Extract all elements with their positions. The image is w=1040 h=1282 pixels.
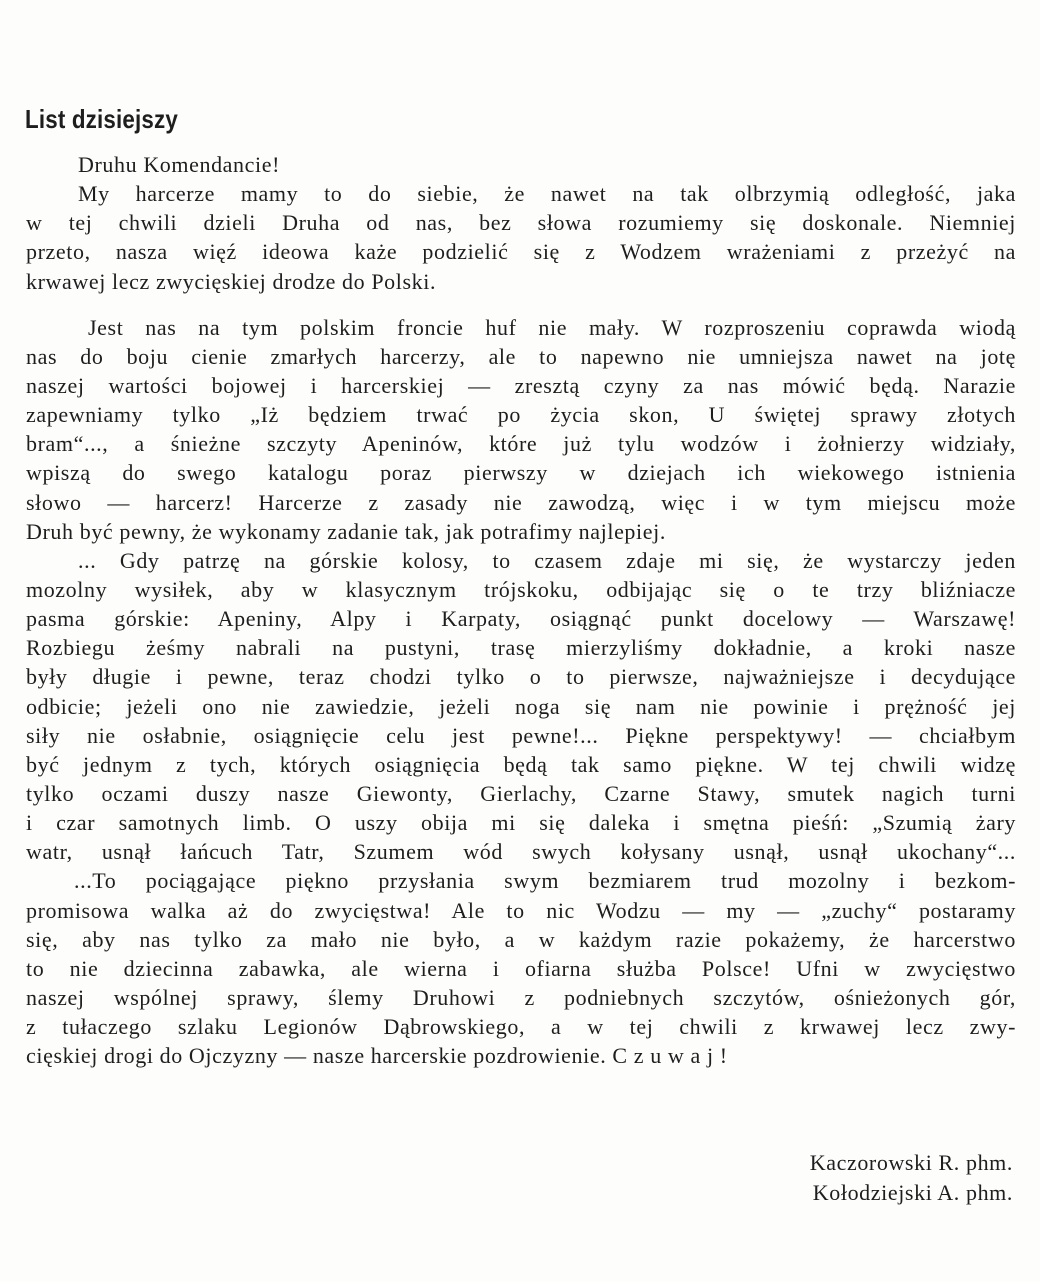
text-line: i czar samotnych limb. O uszy obija mi się daleka i smętna pieśń: „Szumią żary bbox=[26, 810, 1016, 836]
text-line: zapewniamy tylko „Iż będziem trwać po życia skon, U świętej sprawy złotych bbox=[26, 402, 1016, 428]
text-line: nas do boju cienie zmarłych harcerzy, ale to napewno nie umniejsza nawet na jotę bbox=[26, 343, 1016, 369]
paragraph-1 bbox=[26, 179, 1016, 296]
text-line: ... Gdy patrzę na górskie kolosy, to czasem zdaje mi się, że wystarczy jeden bbox=[78, 547, 1016, 573]
text-line: siły nie osłabnie, osiągnięcie celu jest pewne!... Piękne perspektywy! — chciałbym bbox=[26, 722, 1016, 748]
text-line: Rozbiegu żeśmy nabrali na pustyni, trasę mierzyliśmy dokładnie, a kroki nasze bbox=[26, 635, 1016, 661]
paragraph-2 bbox=[26, 313, 1016, 546]
paragraph-4 bbox=[26, 866, 1016, 1070]
text-line: pasma górskie: Apeniny, Alpy i Karpaty, osiągnąć punkt docelowy — Warszawę! bbox=[26, 606, 1016, 632]
paragraph-3 bbox=[26, 546, 1016, 867]
text-line: naszej wartości bojowej i harcerskiej — zresztą czyny za nas mówić będą. Narazie bbox=[26, 372, 1016, 398]
text-line: w tej chwili dzieli Druha od nas, bez słowa rozumiemy się doskonale. Niemniej bbox=[26, 210, 1016, 236]
paragraph-gap bbox=[26, 296, 1016, 313]
text-line: promisowa walka aż do zwycięstwa! Ale to nic Wodzu — my — „zuchy“ postaramy bbox=[26, 897, 1016, 923]
text-line: Jest nas na tym polskim froncie huf nie mały. W rozproszeniu coprawda wiodą bbox=[88, 314, 1016, 340]
text-line: Druh być pewny, że wykonamy zadanie tak, jak potrafimy najlepiej. bbox=[26, 518, 666, 544]
text-line: mozolny wysiłek, aby w klasycznym trójskoku, odbijając się o te trzy bliźniacze bbox=[26, 576, 1016, 602]
text-line: wpiszą do swego katalogu poraz pierwszy w dziejach ich wiekowego istnienia bbox=[26, 460, 1016, 486]
text-line: watr, usnął łańcuch Tatr, Szumem wód swych kołysany usnął, usnął ukochany“... bbox=[26, 839, 1016, 865]
text-line: cięskiej drogi do Ojczyzny — nasze harcerskie pozdrowienie. C z u w a j ! bbox=[26, 1043, 728, 1069]
text-line: naszej wspólnej sprawy, ślemy Druhowi z podniebnych szczytów, ośnieżonych gór, bbox=[26, 984, 1016, 1010]
signature-1: Kaczorowski R. phm. bbox=[809, 1150, 1013, 1175]
text-line: My harcerze mamy to do siebie, że nawet na tak olbrzymią odległość, jaka bbox=[78, 181, 1016, 207]
text-line: się, aby nas tylko za mało nie było, a w każdym razie pokażemy, że harcerstwo bbox=[26, 926, 1016, 952]
greeting-line: Druhu Komendancie! bbox=[78, 152, 281, 177]
text-line: przeto, nasza więź ideowa każe podzielić się z Wodzem wrażeniami z przeżyć na bbox=[26, 239, 1016, 265]
text-line: tylko oczami duszy nasze Giewonty, Gierlachy, Czarne Stawy, smutek nagich turni bbox=[26, 780, 1016, 806]
text-line: to nie dziecinna zabawka, ale wierna i ofiarna służba Polsce! Ufni w zwycięstwo bbox=[26, 955, 1016, 981]
text-line: ...To pociągające piękno przysłania swym bezmiarem trud mozolny i bezkom- bbox=[74, 868, 1016, 894]
text-line: z tułaczego szlaku Legionów Dąbrowskiego, a w tej chwili z krwawej lecz zwy- bbox=[26, 1014, 1016, 1040]
text-line: słowo — harcerz! Harcerze z zasady nie zawodzą, więc i w tym miejscu może bbox=[26, 489, 1016, 515]
text-line: bram“..., a śnieżne szczyty Apeninów, które już tylu wodzów i żołnierzy widziały, bbox=[26, 431, 1016, 457]
text-line: były długie i pewne, teraz chodzi tylko o to pierwsze, najważniejsze i decydujące bbox=[26, 664, 1016, 690]
letter-body bbox=[26, 150, 1016, 1070]
signature-2: Kołodziejski A. phm. bbox=[812, 1180, 1013, 1205]
text-line: krwawej lecz zwycięskiej drodze do Polski. bbox=[26, 268, 437, 294]
page-title: List dzisiejszy bbox=[25, 104, 178, 134]
text-line: być jednym z tych, których osiągnięcia będą tak samo piękne. W tej chwili widzę bbox=[26, 751, 1016, 777]
text-line: odbicie; jeżeli ono nie zawiedzie, jeżeli noga się nam nie powinie i prężność jej bbox=[26, 693, 1016, 719]
